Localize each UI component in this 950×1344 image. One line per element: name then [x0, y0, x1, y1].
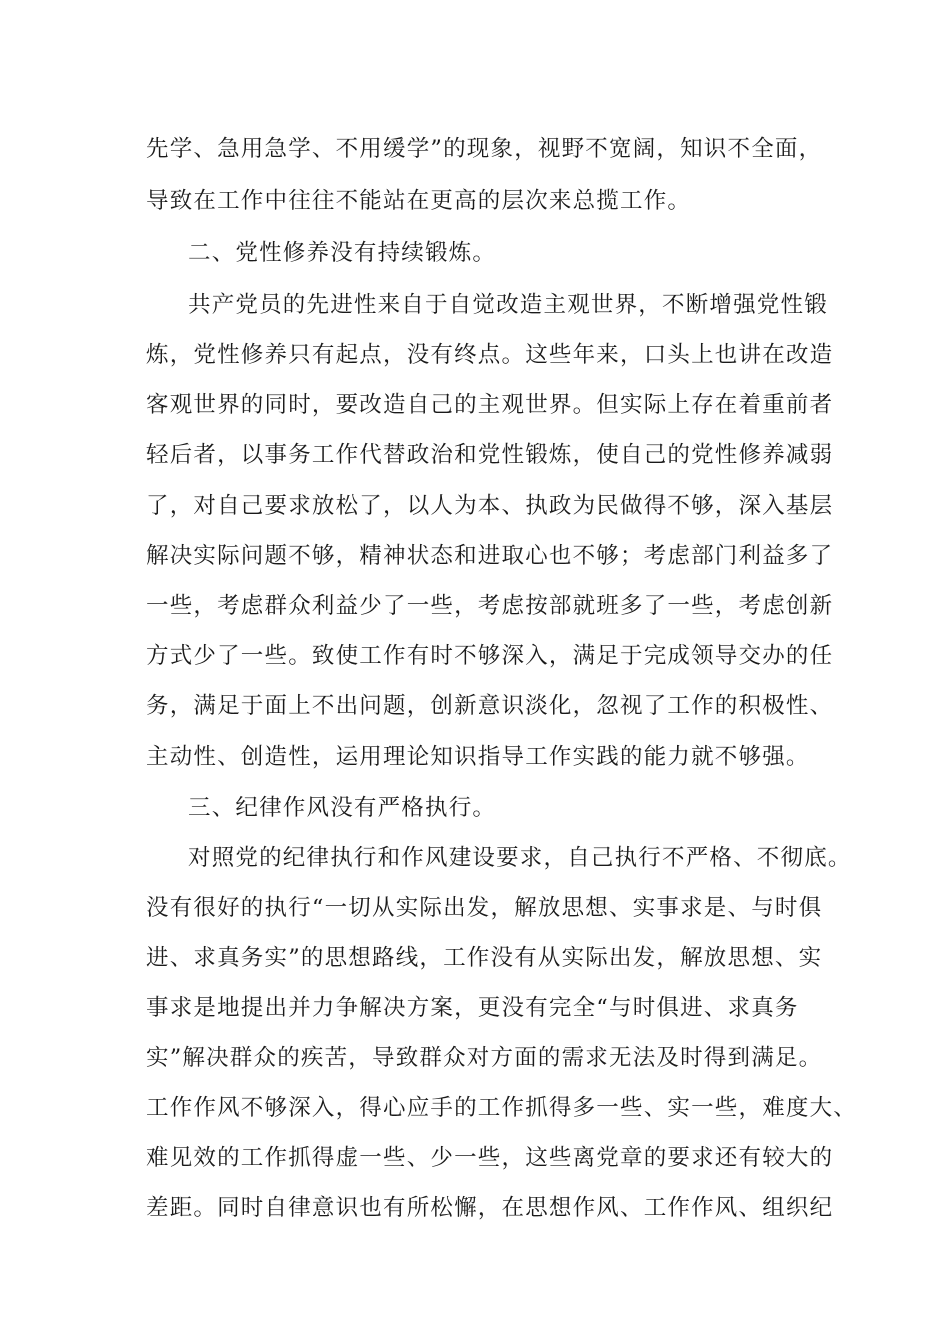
paragraph-line: 轻后者，以事务工作代替政治和党性锻炼，使自己的党性修养减弱 [146, 442, 834, 468]
paragraph-line: 难见效的工作抓得虚一些、少一些，这些离党章的要求还有较大的 [146, 1145, 834, 1171]
paragraph-line: 共产党员的先进性来自于自觉改造主观世界，不断增强党性锻 [188, 292, 828, 318]
paragraph-line: 客观世界的同时，要改造自己的主观世界。但实际上存在着重前者 [146, 392, 834, 418]
paragraph-line: 工作作风不够深入，得心应手的工作抓得多一些、实一些，难度大、 [146, 1095, 858, 1121]
paragraph-line: 进、求真务实”的思想路线，工作没有从实际出发，解放思想、实 [146, 945, 823, 971]
paragraph-line: 解决实际问题不够，精神状态和进取心也不够；考虑部门利益多了 [146, 543, 834, 569]
paragraph-line: 主动性、创造性，运用理论知识指导工作实践的能力就不够强。 [146, 744, 810, 770]
paragraph-line: 炼，党性修养只有起点，没有终点。这些年来，口头上也讲在改造 [146, 342, 834, 368]
paragraph-line: 事求是地提出并力争解决方案，更没有完全“与时俱进、求真务 [146, 995, 799, 1021]
paragraph-line: 务，满足于面上不出问题，创新意识淡化，忽视了工作的积极性、 [146, 693, 834, 719]
paragraph-line: 对照党的纪律执行和作风建设要求，自己执行不严格、不彻底。 [188, 845, 852, 871]
paragraph-line: 导致在工作中往往不能站在更高的层次来总揽工作。 [146, 188, 692, 214]
section-heading: 三、纪律作风没有严格执行。 [188, 795, 497, 821]
paragraph-line: 一些，考虑群众利益少了一些，考虑按部就班多了一些，考虑创新 [146, 593, 834, 619]
paragraph-line: 差距。同时自律意识也有所松懈，在思想作风、工作作风、组织纪 [146, 1195, 834, 1221]
paragraph-line: 了，对自己要求放松了，以人为本、执政为民做得不够，深入基层 [146, 493, 834, 519]
paragraph-line: 先学、急用急学、不用缓学”的现象，视野不宽阔，知识不全面， [146, 136, 823, 162]
paragraph-line: 方式少了一些。致使工作有时不够深入，满足于完成领导交办的任 [146, 643, 834, 669]
paragraph-line: 实”解决群众的疾苦，导致群众对方面的需求无法及时得到满足。 [146, 1045, 823, 1071]
section-heading: 二、党性修养没有持续锻炼。 [188, 240, 497, 266]
paragraph-line: 没有很好的执行“一切从实际出发，解放思想、实事求是、与时俱 [146, 895, 823, 921]
